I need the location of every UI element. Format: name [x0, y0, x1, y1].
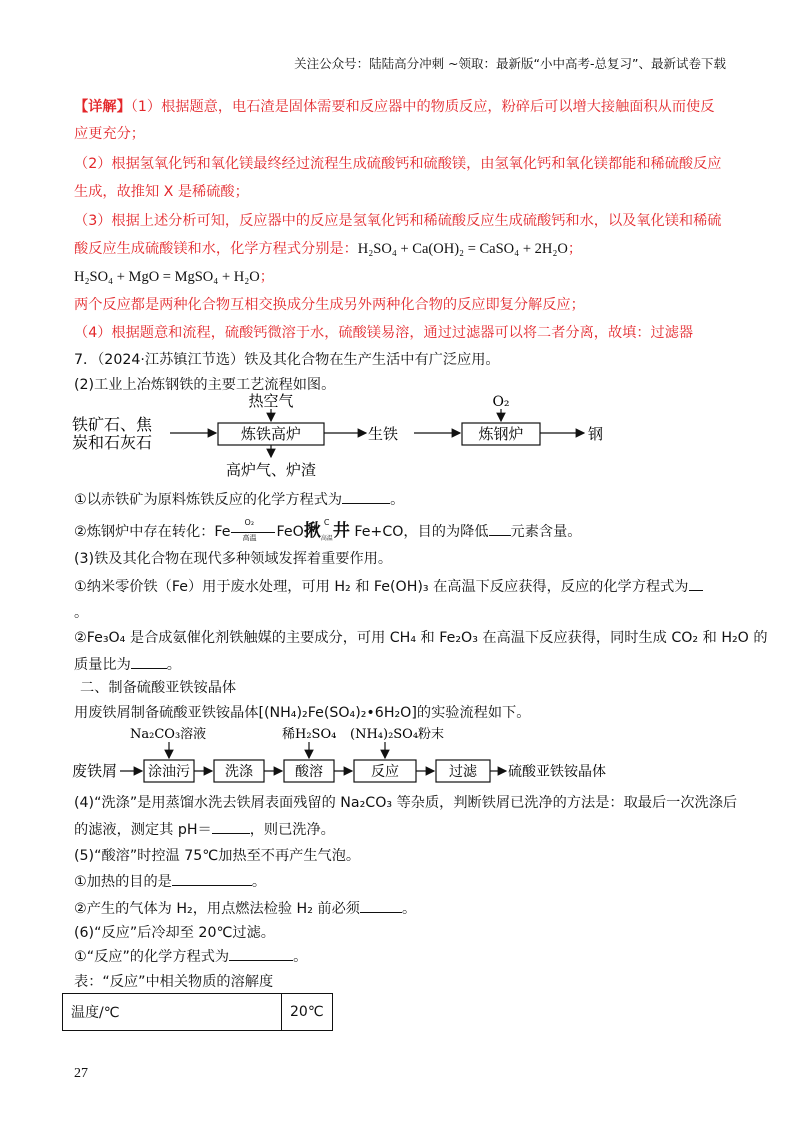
part2-q4b-text: 的滤液，测定其 pH＝ [74, 822, 212, 838]
reaction-arrow-2 [320, 518, 333, 542]
part2-intro: 用废铁屑制备硫酸亚铁铵晶体[(NH₄)₂Fe(SO₄)₂•6H₂O]的实验流程如下。 [74, 705, 531, 721]
detail-tag: 【详解】 [74, 99, 131, 115]
detail-p2b: 生成，故推知 X 是稀硫酸； [74, 184, 249, 200]
part2-q4c-text: ，则已洗净。 [249, 822, 335, 838]
part2-q6a [74, 946, 307, 966]
steel-flow-diagram [70, 392, 630, 484]
part2-q4b [74, 819, 335, 839]
q7-q2-text-a: ②炼钢炉中存在转化：Fe [74, 524, 231, 540]
detail-p1a: （1）根据题意，电石渣是固体需要和反应器中的物质反应，粉碎后可以增大接触面积从而使反 [130, 99, 715, 115]
separator: ； [567, 241, 583, 257]
table-header-temperature: 温度/℃ [63, 994, 282, 1031]
solubility-table [62, 993, 333, 1031]
flow1-mid: 生铁 [368, 425, 399, 443]
arrow-condition-bottom: 高温 [320, 535, 333, 542]
flow1-box-2-label: 炼钢炉 [478, 425, 524, 443]
q7-s2: (2)工业上冶炼钢铁的主要工艺流程如图。 [74, 377, 336, 393]
q7-title: 7．（2024·江苏镇江节选）铁及其化合物在生产生活中有广泛应用。 [74, 352, 500, 368]
part2-q4a: (4)“洗涤”是用蒸馏水洗去铁屑表面残留的 Na₂CO₃ 等杂质，判断铁屑已洗净的方法是：取最后一次洗涤后 [74, 795, 738, 811]
part2-q6: (6)“反应”后冷却至 20℃过滤。 [74, 925, 275, 941]
flow2-box-4-label: 反应 [371, 764, 399, 780]
detail-p1b: 应更充分； [74, 126, 145, 142]
q7-q4: ②Fe₃O₄ 是合成氨催化剂铁触媒的主要成分，可用 CH₄ 和 Fe₂O₃ 在高温下反应获得，同时生成 CO₂ 和 H₂O 的 [74, 630, 768, 646]
answer-blank[interactable] [489, 521, 511, 536]
detail-p4: 两个反应都是两种化合物互相交换成分生成另外两种化合物的反应即复分解反应； [74, 297, 585, 313]
q7-q3-text: ①纳米零价铁（Fe）用于废水处理，可用 H₂ 和 Fe(OH)₃ 在高温下反应获得，反应的化学方程式为 [74, 579, 689, 595]
answer-blank[interactable] [172, 871, 252, 886]
answer-blank[interactable] [689, 576, 703, 591]
detail-line-eq2 [74, 266, 274, 286]
arrow-condition-bottom: 高温 [242, 534, 257, 542]
garbled-char-1: 揪 [303, 521, 321, 541]
detail-line-eq1 [74, 238, 582, 258]
q7-q3 [74, 576, 703, 596]
table-cell-20c: 20℃ [282, 994, 333, 1031]
answer-blank[interactable] [131, 654, 167, 669]
flow2-top-b: 稀H₂SO₄ [282, 727, 337, 742]
detail-line-1 [74, 96, 714, 116]
arrow-condition-top: O₂ [244, 518, 255, 527]
q7-s3: (3)铁及其化合物在现代多种领域发挥着重要作用。 [74, 551, 393, 567]
part2-q5: (5)“酸溶”时控温 75℃加热至不再产生气泡。 [74, 848, 361, 864]
page-number: 27 [74, 1066, 88, 1081]
punct: 。 [166, 657, 181, 673]
answer-blank[interactable] [229, 946, 293, 961]
separator: ； [259, 269, 274, 285]
flow2-start: 废铁屑 [72, 762, 118, 780]
part2-q5b-text: ②产生的气体为 H₂，用点燃法检验 H₂ 前必须 [74, 901, 360, 917]
q7-q1-text: ①以赤铁矿为原料炼铁反应的化学方程式为 [74, 492, 343, 508]
flow1-box-1-label: 炼铁高炉 [240, 425, 302, 443]
flow1-input-2: 炭和石灰石 [72, 433, 153, 452]
q7-q1 [74, 489, 404, 509]
detail-p3b: 酸反应生成硫酸镁和水，化学方程式分别是： [74, 241, 358, 257]
q7-q3-end: 。 [74, 605, 89, 621]
table-row [63, 994, 333, 1031]
answer-blank[interactable] [360, 898, 402, 913]
flow2-top-c: (NH₄)₂SO₄粉末 [350, 727, 445, 742]
punct: 。 [293, 949, 308, 965]
answer-blank[interactable] [212, 819, 250, 834]
table-caption: 表：“反应”中相关物质的溶解度 [74, 974, 274, 990]
punct: 。 [390, 492, 405, 508]
part2-q6a-text: ①“反应”的化学方程式为 [74, 949, 230, 965]
flow2-box-3-label: 酸溶 [295, 764, 323, 780]
reaction-arrow [231, 518, 277, 542]
punct: 。 [401, 901, 417, 917]
q7-q2-text-f: 元素含量。 [510, 524, 582, 540]
ammonium-iron-sulfate-flow-diagram [70, 722, 630, 786]
flow2-top-a: Na₂CO₃溶液 [130, 727, 207, 742]
part2-q5a-text: ①加热的目的是 [74, 874, 172, 890]
flow1-bottom-1: 高炉气、炉渣 [225, 461, 317, 479]
arrow-condition-top: C [323, 518, 330, 527]
q7-q4-text: 质量比为 [74, 657, 131, 673]
flow1-input-1: 铁矿石、焦 [72, 415, 153, 434]
flow2-box-5-label: 过滤 [449, 764, 477, 780]
detail-p3a: （3）根据上述分析可知，反应器中的反应是氢氧化钙和稀硫酸反应生成硫酸钙和水，以及氧化镁和稀硫 [74, 213, 722, 229]
answer-blank[interactable] [342, 489, 390, 504]
q7-q2-text-e: Fe+CO，目的为降低 [349, 524, 489, 540]
flow1-top-1: 热空气 [248, 392, 294, 410]
punct: 。 [251, 874, 267, 890]
flow2-box-2-label: 洗涤 [225, 764, 253, 780]
flow1-out: 钢 [588, 425, 604, 443]
garbled-char-2: 井 [332, 521, 350, 541]
flow2-end: 硫酸亚铁铵晶体 [508, 764, 606, 780]
q7-q2 [74, 516, 581, 541]
q7-q2-text-b: FeO [276, 524, 304, 540]
flow1-top-2: O₂ [492, 394, 510, 410]
equation-2: H₂SO₄ + MgO = MgSO₄ + H₂O [74, 269, 260, 285]
detail-p5: （4）根据题意和流程，硫酸钙微溶于水，硫酸镁易溶，通过过滤器可以将二者分离，故填：过滤器 [74, 325, 694, 341]
q7-q4-b [74, 654, 181, 674]
detail-p2a: （2）根据氢氧化钙和氧化镁最终经过流程生成硫酸钙和硫酸镁，由氢氧化钙和氧化镁都能和稀硫酸反应 [74, 156, 722, 172]
part2-title: 二、制备硫酸亚铁铵晶体 [80, 680, 237, 696]
flow2-box-1-label: 涂油污 [148, 764, 190, 780]
part2-q5a [74, 871, 266, 891]
page-header: 关注公众号：陆陆高分冲刺 ~领取：最新版“小中高考-总复习”、最新试卷下载 [294, 56, 726, 71]
equation-1: H₂SO₄ + Ca(OH)₂ = CaSO₄ + 2H₂O [357, 241, 568, 257]
part2-q5b [74, 898, 416, 918]
